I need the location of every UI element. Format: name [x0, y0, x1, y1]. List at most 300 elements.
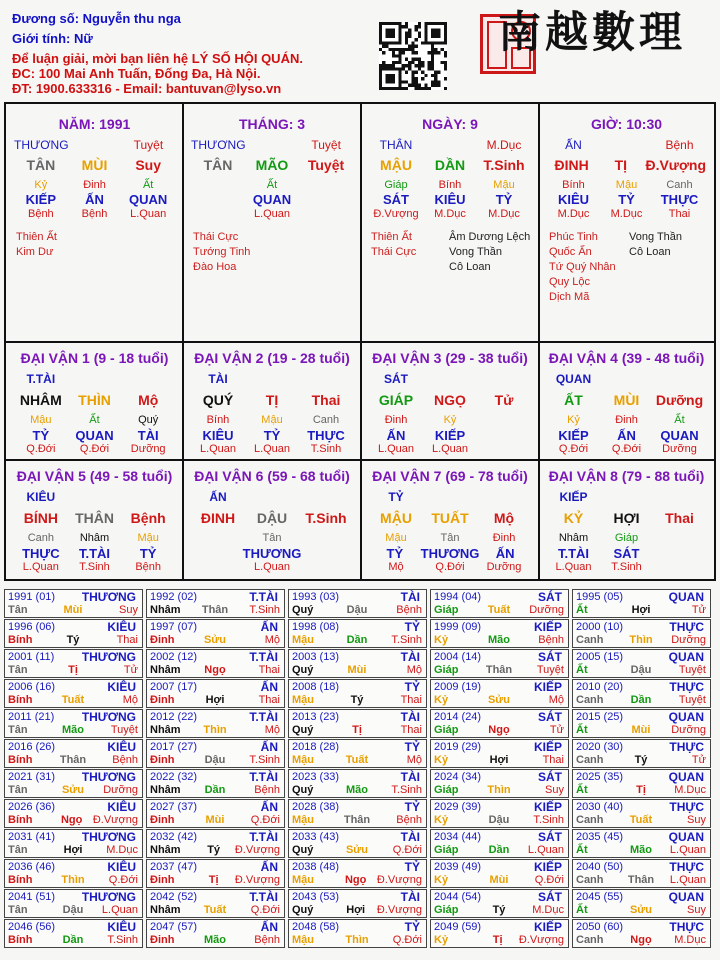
yearly-luck-grid — [4, 589, 716, 949]
hidden-stem-row-item: Mậu — [385, 532, 407, 544]
stem-branch-row-item: Đ.Vượng — [645, 157, 707, 173]
year-stage: Bệnh — [396, 814, 422, 826]
stem-branch-row-item: T.Sinh — [305, 510, 347, 526]
life-stage-row-item: T.Sinh — [79, 561, 110, 573]
year-stage: T.Sinh — [391, 784, 422, 796]
stem-branch-row — [547, 157, 706, 173]
ten-god-row — [547, 192, 706, 207]
year-label: 1997 (07) — [150, 621, 198, 633]
year-label: 2007 (17) — [150, 681, 198, 693]
ten-god-row-item: KIÊU — [434, 192, 466, 207]
ten-god-row — [14, 546, 175, 561]
year-box — [430, 769, 569, 798]
hidden-stem-row — [191, 532, 353, 544]
year-star: QUAN — [668, 650, 704, 664]
spacer — [245, 372, 299, 386]
year-box — [146, 679, 285, 708]
year-label: 2042 (52) — [150, 891, 198, 903]
year-stem: Tân — [8, 604, 28, 616]
year-stem: Kỷ — [434, 814, 449, 826]
year-detail — [434, 904, 564, 916]
dai-van-star-label: QUAN — [555, 372, 592, 386]
main-star-row-item — [600, 138, 653, 152]
year-branch: Thân — [627, 874, 655, 886]
year-star: KIÊU — [107, 800, 136, 814]
dai-van-star — [369, 490, 531, 504]
life-stage-row-item: L.Quan — [22, 561, 59, 573]
year-star: SÁT — [538, 770, 562, 784]
year-star: KIÊU — [107, 740, 136, 754]
ten-god-row-item: TỶ — [618, 192, 635, 207]
year-label: 2049 (59) — [434, 921, 482, 933]
year-box — [146, 769, 285, 798]
year-branch: Dậu — [62, 904, 84, 916]
life-stage-row-item: M.Dục — [557, 208, 590, 220]
spacer — [121, 372, 175, 386]
hidden-stem-row-item: Tân — [440, 532, 460, 544]
year-star: QUAN — [668, 770, 704, 784]
dai-van-star-label: TỶ — [388, 490, 404, 504]
year-branch: Thìn — [203, 724, 227, 736]
ten-god-row-item — [301, 546, 353, 561]
year-box — [572, 799, 711, 828]
year-stem: Kỷ — [434, 874, 449, 886]
year-branch: Thân — [201, 604, 229, 616]
year-label: 2028 (38) — [292, 801, 340, 813]
year-label: 2038 (48) — [292, 861, 340, 873]
life-stage-row-item: Q.Đới — [611, 443, 642, 455]
year-stem: Kỷ — [434, 694, 449, 706]
year-star: TÀI — [400, 710, 420, 724]
year-box — [4, 649, 143, 678]
year-detail — [292, 904, 422, 916]
stem-branch-row — [191, 392, 353, 408]
hidden-stem-row — [369, 179, 531, 191]
year-star: TỶ — [404, 800, 420, 814]
year-branch: Mùi — [489, 874, 509, 886]
stem-branch-row-item: NGỌ — [434, 392, 466, 408]
life-stage-row-item — [299, 561, 353, 573]
year-star: KIẾP — [533, 680, 562, 694]
hidden-stem-row-item — [191, 532, 245, 544]
dai-van-star — [369, 372, 531, 386]
year-stage: M.Dục — [106, 844, 138, 856]
year-stage: L.Quan — [527, 844, 564, 856]
year-label: 1998 (08) — [292, 621, 340, 633]
year-stage: Q.Đới — [108, 874, 138, 886]
hidden-stem-row-item: Bính — [562, 179, 585, 191]
year-branch: Mão — [203, 934, 226, 946]
year-box — [4, 739, 143, 768]
spacer — [653, 490, 706, 504]
year-stem: Nhâm — [150, 664, 181, 676]
year-detail — [434, 754, 564, 766]
year-stem: Giáp — [434, 664, 459, 676]
year-detail — [292, 634, 422, 646]
dai-van-title: ĐẠI VẬN 3 (29 - 38 tuổi) — [372, 350, 528, 366]
year-stem: Ất — [576, 784, 588, 796]
year-label: 2034 (44) — [434, 831, 482, 843]
year-detail — [576, 664, 706, 676]
life-stage-row-item: Dưỡng — [486, 561, 522, 573]
year-stem: Bính — [8, 694, 33, 706]
life-stage-row-item: Thai — [668, 208, 691, 220]
spacer — [477, 372, 531, 386]
year-star: KIÊU — [107, 680, 136, 694]
life-stage-row-item: Mộ — [388, 561, 404, 573]
year-stage: Suy — [687, 904, 706, 916]
year-box — [4, 889, 143, 918]
year-stem: Mậu — [292, 694, 314, 706]
year-label: 2021 (31) — [8, 771, 56, 783]
spacer — [299, 372, 353, 386]
stem-branch-row-item: Dưỡng — [655, 392, 704, 408]
stem-branch-row-item: MẬU — [380, 157, 412, 173]
year-label: 2008 (18) — [292, 681, 340, 693]
year-star: THƯƠNG — [81, 770, 136, 784]
year-label: 2014 (24) — [434, 711, 482, 723]
main-star-row-item: THÂN — [379, 138, 413, 152]
year-stem: Giáp — [434, 784, 459, 796]
stem-branch-row-item: Suy — [135, 157, 162, 173]
year-branch: Tý — [350, 694, 364, 706]
year-detail — [434, 694, 564, 706]
year-detail — [576, 904, 706, 916]
year-star: KIẾP — [533, 860, 562, 874]
stem-branch-row-item: TÂN — [26, 157, 56, 173]
hidden-stem-row-item: Mậu — [261, 414, 283, 426]
year-label: 2027 (37) — [150, 801, 198, 813]
year-branch: Mùi — [63, 604, 83, 616]
life-stage-row — [14, 443, 175, 455]
hidden-stem-row-item: Mậu — [30, 414, 52, 426]
year-branch: Thân — [343, 814, 371, 826]
year-detail — [292, 784, 422, 796]
ten-god-row-item: SÁT — [383, 192, 409, 207]
year-box — [430, 799, 569, 828]
year-star: THỰC — [669, 620, 704, 634]
year-box — [430, 889, 569, 918]
life-stage-row-item: Dưỡng — [662, 443, 697, 455]
stem-branch-row — [191, 510, 353, 526]
year-stage: Bệnh — [112, 754, 138, 766]
year-branch: Thìn — [629, 634, 653, 646]
year-star: TÀI — [400, 830, 420, 844]
year-branch: Sửu — [345, 844, 368, 856]
year-detail — [150, 934, 280, 946]
year-stage: Q.Đới — [250, 814, 280, 826]
year-stem: Giáp — [434, 724, 459, 736]
year-label: 2006 (16) — [8, 681, 56, 693]
year-branch: Dậu — [630, 664, 652, 676]
year-star: THƯƠNG — [81, 890, 136, 904]
year-label: 2050 (60) — [576, 921, 624, 933]
ten-god-row-item: THƯƠNG — [420, 546, 480, 561]
year-branch: Dần — [488, 844, 510, 856]
year-star: TÀI — [400, 590, 420, 604]
year-stem: Mậu — [292, 934, 314, 946]
year-detail — [8, 604, 138, 616]
stem-branch-row-item: ẤT — [564, 392, 583, 408]
year-star: THƯƠNG — [81, 710, 136, 724]
ten-god-row-item: ẤN — [85, 192, 104, 207]
year-label: 2024 (34) — [434, 771, 482, 783]
dai-van-title: ĐẠI VẬN 8 (79 - 88 tuổi) — [548, 468, 705, 484]
dai-van-cell — [361, 342, 539, 460]
year-label: 2045 (55) — [576, 891, 624, 903]
year-box — [430, 619, 569, 648]
spacer — [423, 372, 477, 386]
stem-branch-row-item: QUÝ — [202, 392, 234, 408]
year-box — [572, 829, 711, 858]
year-branch: Tý — [492, 904, 506, 916]
life-stage-row-item — [191, 208, 245, 220]
year-stem: Mậu — [292, 874, 314, 886]
dai-van-star — [14, 490, 175, 504]
ten-god-row — [14, 192, 175, 207]
chart-grid — [4, 102, 716, 581]
year-stem: Canh — [576, 934, 604, 946]
ten-god-row-item: QUAN — [129, 192, 168, 207]
life-stage-row-item: L.Quan — [130, 208, 167, 220]
hidden-stem-row — [369, 414, 531, 426]
hidden-stem-row-item: Ất — [142, 179, 154, 191]
year-stage: Mộ — [406, 664, 422, 676]
year-branch: Tị — [208, 874, 219, 886]
year-stem: Quý — [292, 844, 314, 856]
year-star: T.TÀI — [249, 830, 278, 844]
year-stage: Q.Đới — [392, 934, 422, 946]
year-label: 2001 (11) — [8, 651, 55, 663]
year-stage: T.Sinh — [533, 814, 564, 826]
year-star: THỰC — [669, 860, 704, 874]
year-box — [4, 619, 143, 648]
year-detail — [292, 844, 422, 856]
year-branch: Hợi — [631, 604, 651, 616]
year-detail — [292, 934, 422, 946]
ten-god-row — [369, 192, 531, 207]
year-detail — [292, 724, 422, 736]
qr-code-icon[interactable] — [379, 22, 447, 90]
year-detail — [576, 724, 706, 736]
hidden-stem-row-item: Canh — [27, 532, 54, 544]
year-branch: Ngọ — [60, 814, 83, 826]
hidden-stem-row-item: Mậu — [137, 532, 159, 544]
year-detail — [576, 784, 706, 796]
year-star: KIẾP — [533, 620, 562, 634]
hidden-stem-row-item: Giáp — [614, 532, 639, 544]
year-stage: T.Sinh — [249, 604, 280, 616]
year-box — [430, 709, 569, 738]
year-star: TỶ — [404, 920, 420, 934]
year-star: TÀI — [400, 650, 420, 664]
year-box — [288, 619, 427, 648]
year-star: ẤN — [260, 800, 278, 814]
year-detail — [8, 754, 138, 766]
year-stem: Quý — [292, 604, 314, 616]
year-stem: Nhâm — [150, 844, 181, 856]
special-star: Quốc Ấn — [549, 246, 592, 258]
year-stage: Bệnh — [254, 784, 280, 796]
stem-branch-row-item: T.Sinh — [483, 157, 525, 173]
year-box — [146, 859, 285, 888]
dai-van-star-label: T.TÀI — [26, 372, 56, 386]
year-box — [4, 919, 143, 948]
year-detail — [576, 694, 706, 706]
year-detail — [434, 874, 564, 886]
brand-logo: 南越數理 — [498, 8, 686, 58]
year-box — [572, 709, 711, 738]
year-stem: Ất — [576, 724, 588, 736]
hidden-stem-row-item: Kỷ — [567, 414, 580, 426]
year-star: T.TÀI — [249, 770, 278, 784]
dai-van-title: ĐẠI VẬN 1 (9 - 18 tuổi) — [20, 350, 169, 366]
year-detail — [434, 634, 564, 646]
special-star: Cô Loan — [449, 261, 491, 273]
year-detail — [150, 754, 280, 766]
ten-god-row — [191, 428, 353, 443]
special-star: Thái Cực — [193, 231, 239, 243]
year-stem: Quý — [292, 724, 314, 736]
life-stage-row-item: Bệnh — [27, 208, 54, 220]
year-branch: Thìn — [61, 874, 85, 886]
year-stage: Dưỡng — [103, 784, 138, 796]
special-star: Cô Loan — [629, 246, 671, 258]
year-box — [430, 829, 569, 858]
ten-god-row — [369, 428, 531, 443]
stem-branch-row-item: MÃO — [255, 157, 289, 173]
special-star: Kim Dư — [16, 246, 54, 258]
year-star: TÀI — [400, 890, 420, 904]
year-detail — [434, 664, 564, 676]
stem-branch-row-item: ĐINH — [554, 157, 589, 173]
year-label: 2047 (57) — [150, 921, 198, 933]
year-stage: Dưỡng — [529, 604, 564, 616]
year-label: 2043 (53) — [292, 891, 340, 903]
year-stem: Mậu — [292, 754, 314, 766]
year-branch: Dậu — [204, 754, 226, 766]
year-branch: Thân — [59, 754, 87, 766]
spacer — [68, 372, 122, 386]
spacer — [121, 490, 175, 504]
year-branch: Sửu — [487, 694, 510, 706]
year-stem: Đinh — [150, 694, 175, 706]
stem-branch-row-item: DẬU — [256, 510, 288, 526]
year-star: ẤN — [260, 740, 278, 754]
hidden-stem-row-item: Bính — [206, 414, 230, 426]
year-stem: Quý — [292, 664, 314, 676]
hidden-stem-row-item: Tân — [262, 532, 282, 544]
life-stage-row-item: L.Quan — [431, 443, 469, 455]
ten-god-row-item — [299, 192, 353, 207]
year-star: KIÊU — [107, 620, 136, 634]
life-stage-row-item: M.Dục — [434, 208, 466, 220]
main-star-row — [547, 138, 706, 152]
spacer — [245, 490, 299, 504]
pillar-cell — [6, 104, 183, 342]
dai-van-cell — [6, 342, 183, 460]
year-star: T.TÀI — [249, 890, 278, 904]
dai-van-cell — [539, 342, 714, 460]
year-stem: Đinh — [150, 874, 175, 886]
year-star: SÁT — [538, 830, 562, 844]
year-detail — [576, 634, 706, 646]
year-box — [430, 589, 569, 618]
dai-van-title: ĐẠI VẬN 5 (49 - 58 tuổi) — [16, 468, 173, 484]
dai-van-star — [547, 372, 706, 386]
stem-branch-row-item: GIÁP — [378, 392, 414, 408]
year-stem: Quý — [292, 784, 314, 796]
year-branch: Dậu — [346, 604, 368, 616]
year-detail — [292, 694, 422, 706]
hidden-stem-row-item: Kỷ — [34, 179, 48, 191]
year-star: ẤN — [260, 920, 278, 934]
hidden-stem-row-item: Canh — [312, 414, 340, 426]
year-stem: Mậu — [292, 634, 314, 646]
year-stage: Thai — [258, 664, 280, 676]
hidden-stem-row — [369, 532, 531, 544]
year-stem: Giáp — [434, 604, 459, 616]
year-stem: Ất — [576, 664, 588, 676]
life-stage-row-item: M.Dục — [610, 208, 643, 220]
hidden-stem-row-item: Đinh — [615, 414, 638, 426]
stem-branch-row — [14, 510, 175, 526]
year-box — [430, 649, 569, 678]
year-star: QUAN — [668, 830, 704, 844]
year-box — [4, 859, 143, 888]
life-stage-row — [369, 561, 531, 573]
ten-god-row-item: T.TÀI — [78, 546, 111, 561]
year-label: 2018 (28) — [292, 741, 340, 753]
year-stage: Mộ — [264, 634, 280, 646]
life-stage-row — [191, 208, 353, 220]
year-label: 1994 (04) — [434, 591, 482, 603]
year-branch: Thìn — [487, 784, 511, 796]
year-stage: Đ.Vượng — [92, 814, 138, 826]
year-detail — [8, 784, 138, 796]
life-stage-row — [547, 443, 706, 455]
spacer — [299, 490, 353, 504]
hidden-stem-row-item: Nhâm — [79, 532, 110, 544]
year-branch: Sửu — [61, 784, 84, 796]
year-label: 2046 (56) — [8, 921, 56, 933]
ten-god-row-item: THỰC — [660, 192, 699, 207]
pillar-cell — [183, 104, 361, 342]
year-box — [572, 739, 711, 768]
dai-van-star-label: KIÊU — [26, 490, 56, 504]
stem-branch-row-item: Thai — [665, 510, 694, 526]
stem-branch-row — [369, 510, 531, 526]
year-stem: Quý — [292, 904, 314, 916]
year-stage: Tử — [691, 754, 706, 766]
year-detail — [150, 904, 280, 916]
year-star: THỰC — [669, 920, 704, 934]
year-star: QUAN — [668, 710, 704, 724]
ten-god-row-item: ẤN — [495, 546, 515, 561]
ten-god-row-item: QUAN — [660, 428, 699, 443]
year-box — [288, 769, 427, 798]
ten-god-row-item: TÀI — [137, 428, 159, 443]
year-stem: Đinh — [150, 934, 175, 946]
year-box — [4, 769, 143, 798]
hidden-stem-row — [14, 414, 175, 426]
spacer — [653, 372, 706, 386]
year-detail — [150, 844, 280, 856]
year-box — [146, 829, 285, 858]
hidden-stem-row-item: Quý — [138, 414, 159, 426]
year-label: 2048 (58) — [292, 921, 340, 933]
stem-branch-row-item: DẦN — [434, 157, 466, 173]
